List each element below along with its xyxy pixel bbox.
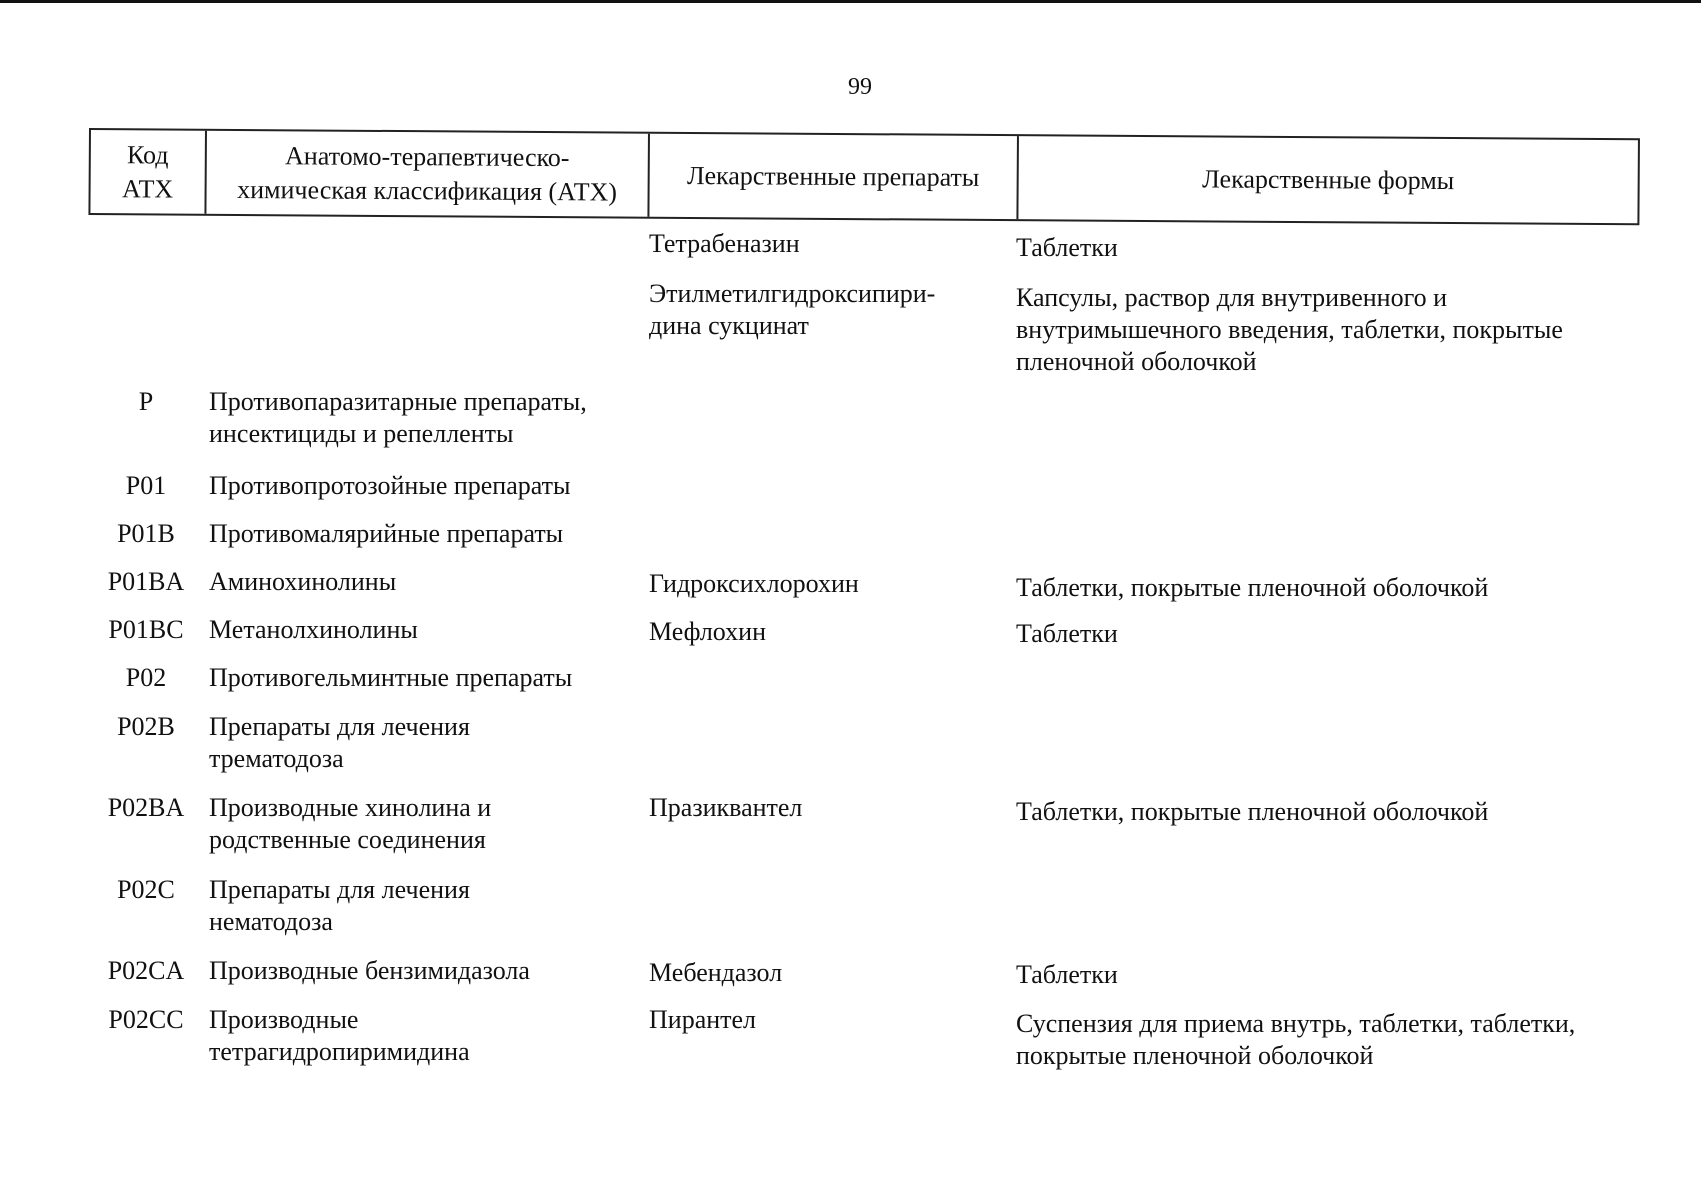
atx-name: Метанолхинолины	[209, 615, 418, 644]
header-code-label: Код АТХ	[121, 139, 174, 204]
atx-code: P02CC	[108, 1005, 184, 1034]
atx-name: Противопротозойные препараты	[209, 471, 571, 500]
atx-name: Производные бензимидазола	[209, 956, 530, 985]
atx-name: Производные хинолина и родственные соединения	[209, 793, 492, 854]
atx-code: P	[138, 387, 154, 416]
atx-name: Противопаразитарные препараты, инсектициды и репелленты	[209, 387, 587, 448]
drug-name: Тетрабеназин	[649, 229, 800, 258]
header-code	[90, 130, 207, 214]
dosage-form: Таблетки	[1016, 619, 1118, 648]
atx-code: P02B	[117, 712, 175, 741]
atx-name: Аминохинолины	[209, 567, 397, 596]
header-atx-label: Анатомо-терапевтическо- химическая классификация (АТХ)	[237, 140, 618, 207]
drug-name: Празиквантел	[649, 793, 803, 822]
drug-name: Гидроксихлорохин	[649, 569, 859, 598]
dosage-form: Таблетки	[1016, 233, 1118, 262]
atx-code: P01B	[117, 519, 175, 548]
dosage-form: Капсулы, раствор для внутривенного и внутримышечного введения, таблетки, покрытые пленочной оболочкой	[1016, 283, 1563, 376]
atx-code: P02C	[117, 875, 175, 904]
atx-code: P02BA	[107, 793, 185, 822]
dosage-form: Таблетки, покрытые пленочной оболочкой	[1016, 573, 1489, 602]
header-atx	[206, 131, 650, 217]
header-forms	[1018, 136, 1638, 223]
atx-code: P01	[125, 471, 167, 500]
atx-code: P01BA	[107, 567, 185, 596]
drug-name: Мефлохин	[649, 617, 766, 646]
dosage-form: Таблетки, покрытые пленочной оболочкой	[1016, 797, 1489, 826]
scan-top-border	[0, 0, 1701, 3]
atx-code: P02	[125, 663, 167, 692]
atx-name: Препараты для лечения нематодоза	[209, 875, 470, 936]
header-drugs	[649, 134, 1019, 219]
dosage-form: Суспензия для приема внутрь, таблетки, таблетки, покрытые пленочной оболочкой	[1016, 1009, 1576, 1070]
header-forms-label: Лекарственные формы	[1202, 163, 1455, 195]
atx-name: Производные тетрагидропиримидина	[209, 1005, 470, 1066]
atx-code: P02CA	[107, 956, 185, 985]
page-number: 99	[848, 74, 872, 100]
drug-name: Мебендазол	[649, 958, 783, 987]
header-drugs-label: Лекарственные препараты	[686, 160, 980, 192]
atx-code: P01BC	[108, 615, 184, 644]
dosage-form: Таблетки	[1016, 960, 1118, 989]
drug-name: Пирантел	[649, 1005, 757, 1034]
atx-name: Препараты для лечения трематодоза	[209, 712, 470, 773]
atx-name: Противогельминтные препараты	[209, 663, 573, 692]
drug-name: Этилметилгидроксипири- дина сукцинат	[649, 279, 936, 340]
atx-name: Противомалярийные препараты	[209, 519, 564, 548]
table-header	[88, 128, 1640, 225]
